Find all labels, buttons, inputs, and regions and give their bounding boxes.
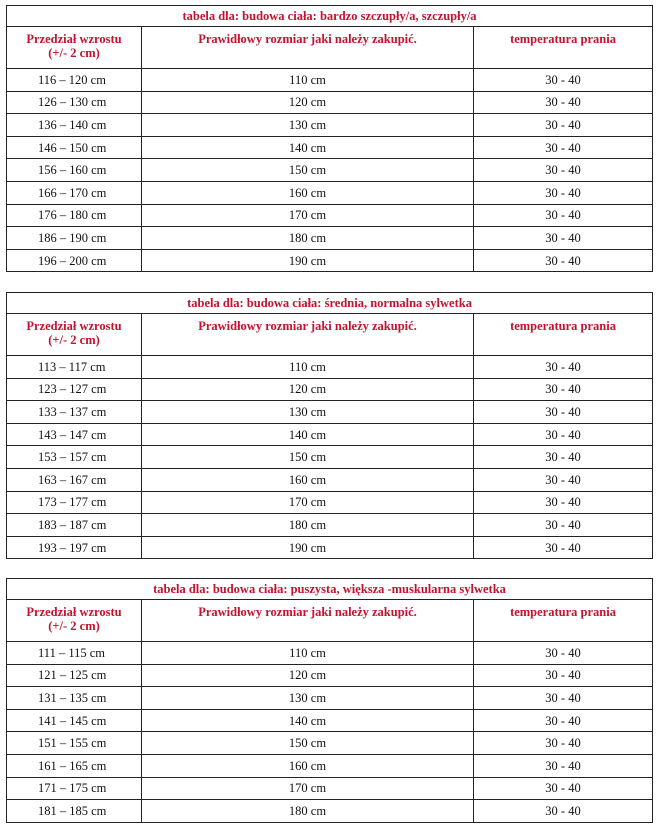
wash-temp-cell: 30 - 40 [474,69,653,92]
size-cell: 160 cm [142,754,474,777]
size-cell: 150 cm [142,159,474,182]
header-height-range [7,600,142,642]
table-row [7,664,653,687]
table-row [7,536,653,559]
wash-temp-cell: 30 - 40 [474,642,653,665]
size-cell: 160 cm [142,468,474,491]
wash-temp-cell: 30 - 40 [474,91,653,114]
table-row [7,732,653,755]
header-size: Prawidłowy rozmiar jaki należy zakupić. [142,27,474,69]
size-cell: 120 cm [142,664,474,687]
table-row [7,378,653,401]
table-row [7,800,653,823]
wash-temp-cell: 30 - 40 [474,401,653,424]
wash-temp-cell: 30 - 40 [474,204,653,227]
table-row [7,401,653,424]
height-range-cell: 183 – 187 cm [7,514,142,537]
height-range-cell: 151 – 155 cm [7,732,142,755]
size-cell: 180 cm [142,227,474,250]
wash-temp-cell: 30 - 40 [474,136,653,159]
wash-temp-cell: 30 - 40 [474,446,653,469]
wash-temp-cell: 30 - 40 [474,468,653,491]
wash-temp-cell: 30 - 40 [474,687,653,710]
wash-temp-cell: 30 - 40 [474,709,653,732]
size-cell: 150 cm [142,732,474,755]
wash-temp-cell: 30 - 40 [474,159,653,182]
wash-temp-cell: 30 - 40 [474,754,653,777]
table-row [7,356,653,379]
height-range-cell: 173 – 177 cm [7,491,142,514]
size-cell: 170 cm [142,204,474,227]
wash-temp-cell: 30 - 40 [474,249,653,272]
header-height-tolerance: (+/- 2 cm) [48,46,100,60]
header-size: Prawidłowy rozmiar jaki należy zakupić. [142,600,474,642]
table-row [7,204,653,227]
height-range-cell: 163 – 167 cm [7,468,142,491]
wash-temp-cell: 30 - 40 [474,227,653,250]
height-range-cell: 113 – 117 cm [7,356,142,379]
size-cell: 170 cm [142,491,474,514]
wash-temp-cell: 30 - 40 [474,514,653,537]
height-range-cell: 196 – 200 cm [7,249,142,272]
header-height-label: Przedział wzrostu [26,32,122,46]
header-wash-temp: temperatura prania [474,314,653,356]
header-height-range [7,27,142,69]
table-body [7,356,653,559]
table-row [7,69,653,92]
size-cell: 110 cm [142,69,474,92]
height-range-cell: 176 – 180 cm [7,204,142,227]
height-range-cell: 166 – 170 cm [7,181,142,204]
table-row [7,136,653,159]
table-row [7,159,653,182]
size-cell: 150 cm [142,446,474,469]
size-table-slim [6,5,653,272]
table-title: tabela dla: budowa ciała: puszysta, większa -muskularna sylwetka [7,579,653,600]
wash-temp-cell: 30 - 40 [474,181,653,204]
wash-temp-cell: 30 - 40 [474,378,653,401]
table-row [7,514,653,537]
height-range-cell: 121 – 125 cm [7,664,142,687]
table-row [7,114,653,137]
header-size: Prawidłowy rozmiar jaki należy zakupić. [142,314,474,356]
height-range-cell: 186 – 190 cm [7,227,142,250]
header-wash-temp: temperatura prania [474,600,653,642]
size-cell: 140 cm [142,136,474,159]
wash-temp-cell: 30 - 40 [474,114,653,137]
header-height-label: Przedział wzrostu [26,319,122,333]
height-range-cell: 161 – 165 cm [7,754,142,777]
height-range-cell: 181 – 185 cm [7,800,142,823]
height-range-cell: 131 – 135 cm [7,687,142,710]
table-row [7,181,653,204]
table-row [7,709,653,732]
height-range-cell: 126 – 130 cm [7,91,142,114]
height-range-cell: 133 – 137 cm [7,401,142,424]
wash-temp-cell: 30 - 40 [474,356,653,379]
table-body [7,642,653,823]
size-cell: 190 cm [142,536,474,559]
size-cell: 180 cm [142,514,474,537]
height-range-cell: 123 – 127 cm [7,378,142,401]
table-row [7,687,653,710]
table-row [7,642,653,665]
size-cell: 130 cm [142,114,474,137]
size-cell: 120 cm [142,91,474,114]
size-cell: 180 cm [142,800,474,823]
table-row [7,91,653,114]
size-table-normal [6,292,653,559]
wash-temp-cell: 30 - 40 [474,536,653,559]
header-height-label: Przedział wzrostu [26,605,122,619]
wash-temp-cell: 30 - 40 [474,777,653,800]
table-title: tabela dla: budowa ciała: bardzo szczupły/a, szczupły/a [7,6,653,27]
height-range-cell: 116 – 120 cm [7,69,142,92]
size-cell: 190 cm [142,249,474,272]
table-title: tabela dla: budowa ciała: średnia, normalna sylwetka [7,293,653,314]
height-range-cell: 156 – 160 cm [7,159,142,182]
height-range-cell: 143 – 147 cm [7,423,142,446]
height-range-cell: 141 – 145 cm [7,709,142,732]
height-range-cell: 171 – 175 cm [7,777,142,800]
size-cell: 120 cm [142,378,474,401]
size-cell: 130 cm [142,401,474,424]
size-cell: 130 cm [142,687,474,710]
height-range-cell: 146 – 150 cm [7,136,142,159]
table-row [7,468,653,491]
header-height-tolerance: (+/- 2 cm) [48,333,100,347]
size-cell: 140 cm [142,423,474,446]
height-range-cell: 111 – 115 cm [7,642,142,665]
table-row [7,777,653,800]
size-cell: 140 cm [142,709,474,732]
table-row [7,249,653,272]
table-row [7,446,653,469]
height-range-cell: 193 – 197 cm [7,536,142,559]
header-height-range [7,314,142,356]
wash-temp-cell: 30 - 40 [474,491,653,514]
size-table-large [6,578,653,823]
wash-temp-cell: 30 - 40 [474,732,653,755]
wash-temp-cell: 30 - 40 [474,423,653,446]
height-range-cell: 153 – 157 cm [7,446,142,469]
table-row [7,491,653,514]
height-range-cell: 136 – 140 cm [7,114,142,137]
size-cell: 110 cm [142,356,474,379]
size-cell: 170 cm [142,777,474,800]
header-height-tolerance: (+/- 2 cm) [48,619,100,633]
size-cell: 110 cm [142,642,474,665]
wash-temp-cell: 30 - 40 [474,664,653,687]
table-body [7,69,653,272]
table-row [7,754,653,777]
header-wash-temp: temperatura prania [474,27,653,69]
table-row [7,423,653,446]
size-cell: 160 cm [142,181,474,204]
wash-temp-cell: 30 - 40 [474,800,653,823]
table-row [7,227,653,250]
